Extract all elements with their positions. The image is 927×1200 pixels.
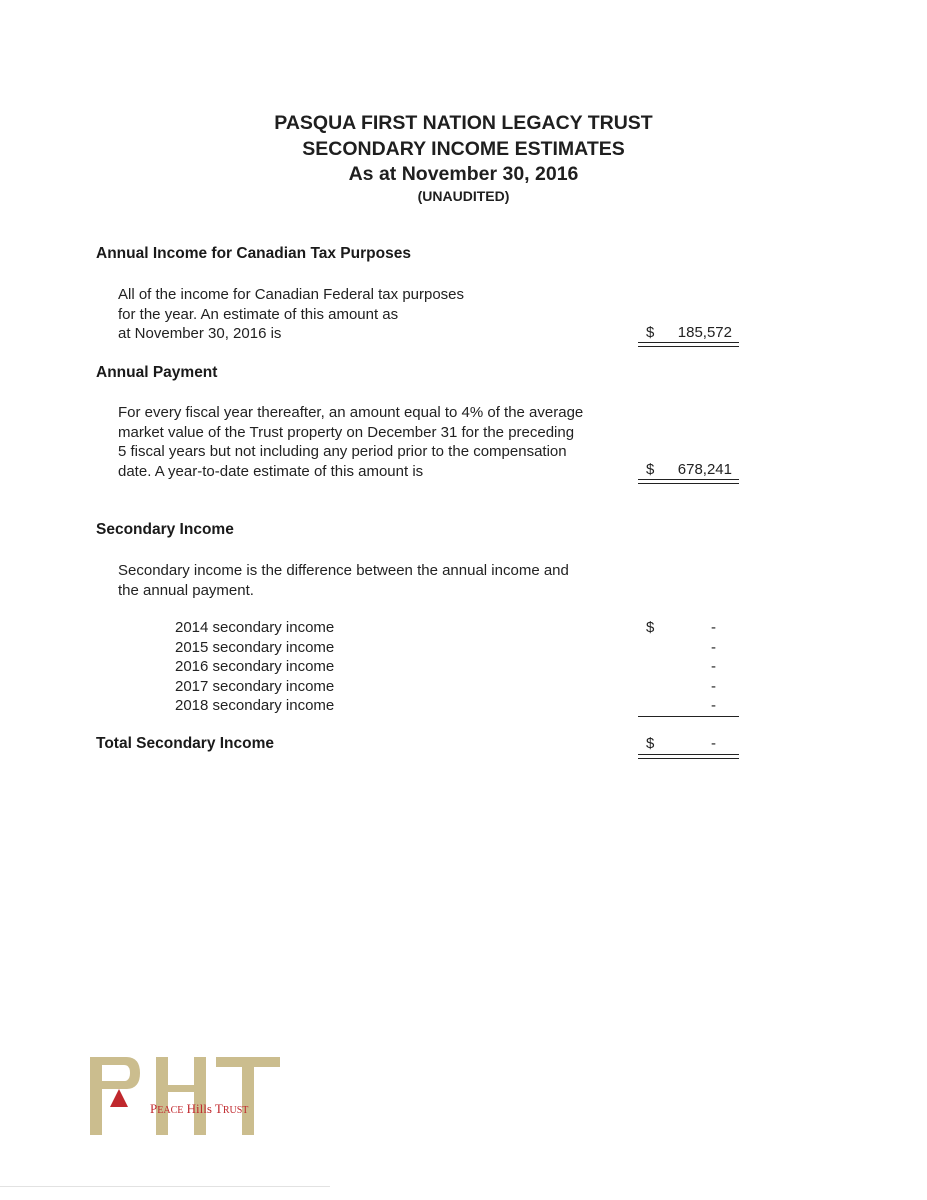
text-line: the annual payment. bbox=[118, 581, 254, 599]
row-label: 2014 secondary income bbox=[175, 619, 335, 636]
audit-status: (UNAUDITED) bbox=[417, 188, 510, 204]
row-value: - bbox=[711, 697, 716, 714]
row-label: 2018 secondary income bbox=[175, 697, 335, 714]
text-line: 5 fiscal years but not including any period prior to the compensation bbox=[118, 443, 567, 460]
text-line: For every fiscal year thereafter, an amount equal to 4% of the average bbox=[118, 404, 584, 421]
text-line: All of the income for Canadian Federal tax purposes bbox=[118, 286, 465, 303]
amount-value: 678,241 bbox=[677, 461, 732, 478]
row-value: - bbox=[711, 638, 716, 656]
text-line: Secondary income is the difference between the annual income and bbox=[118, 562, 569, 579]
annual-income-description bbox=[118, 285, 464, 344]
secondary-income-description bbox=[118, 561, 569, 600]
subtotal-underline bbox=[638, 716, 739, 717]
annual-payment-description bbox=[118, 403, 583, 481]
secondary-income-table bbox=[0, 619, 927, 719]
document-date: As at November 30, 2016 bbox=[348, 163, 579, 185]
amount-value: 185,572 bbox=[677, 324, 732, 341]
text-line: date. A year-to-date estimate of this amount is bbox=[118, 462, 424, 480]
double-underline bbox=[638, 479, 739, 484]
currency-symbol: $ bbox=[646, 461, 655, 478]
document-subtitle: SECONDARY INCOME ESTIMATES bbox=[302, 138, 625, 160]
text-line: market value of the Trust property on December 31 for the preceding bbox=[118, 423, 575, 441]
peace-hills-trust-logo bbox=[88, 1055, 288, 1137]
pht-logo-icon bbox=[88, 1055, 288, 1137]
currency-symbol: $ bbox=[646, 619, 655, 636]
svg-text:PEACE Hills TRUST: PEACE Hills TRUST bbox=[150, 1101, 249, 1116]
row-label: 2016 secondary income bbox=[175, 658, 335, 675]
annual-income-heading: Annual Income for Canadian Tax Purposes bbox=[96, 245, 411, 262]
text-line: for the year. An estimate of this amount as bbox=[118, 305, 399, 323]
text-line: at November 30, 2016 is bbox=[118, 325, 282, 342]
document-title: PASQUA FIRST NATION LEGACY TRUST bbox=[274, 112, 653, 134]
currency-symbol: $ bbox=[646, 735, 655, 752]
currency-symbol: $ bbox=[646, 324, 655, 341]
row-value: - bbox=[711, 677, 716, 695]
amount-value: - bbox=[711, 735, 716, 752]
double-underline bbox=[638, 342, 739, 347]
double-underline bbox=[638, 754, 739, 759]
row-label: 2017 secondary income bbox=[175, 677, 335, 695]
page-bottom-divider bbox=[0, 1186, 330, 1187]
row-value: - bbox=[711, 619, 716, 636]
annual-payment-heading: Annual Payment bbox=[96, 364, 218, 381]
row-label: 2015 secondary income bbox=[175, 638, 335, 656]
row-value: - bbox=[711, 658, 716, 675]
secondary-income-heading: Secondary Income bbox=[96, 521, 234, 538]
total-secondary-income-label: Total Secondary Income bbox=[96, 735, 275, 752]
